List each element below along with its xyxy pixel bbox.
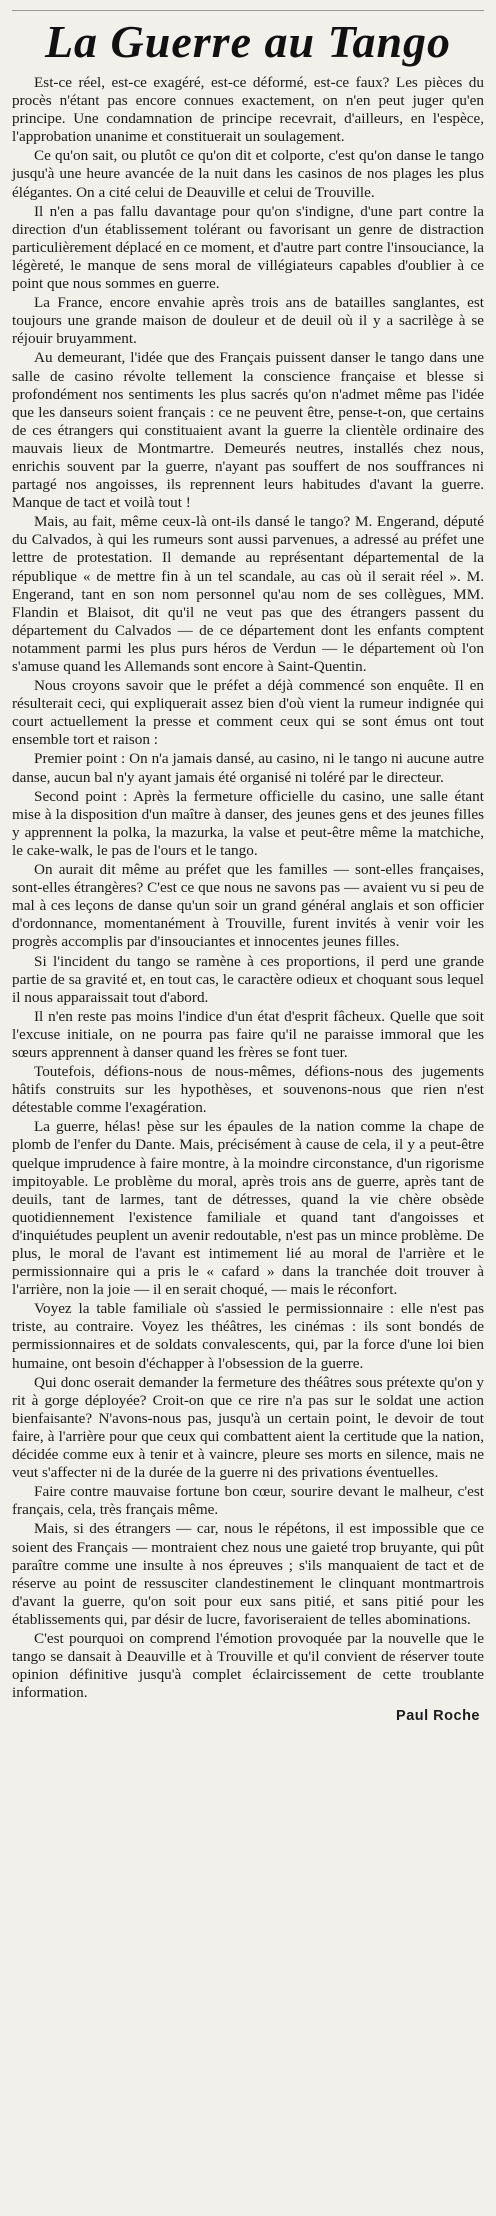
paragraph-8: Premier point : On n'a jamais dansé, au casino, ni le tango ni aucune autre danse, aucun bal n'y ayant jamais été organisé ni toléré par le directeur. xyxy=(12,750,484,786)
paragraph-7: Nous croyons savoir que le préfet a déjà commencé son enquête. Il en résulterait ceci, qui expliquerait assez bien d'où vient la rumeur indignée qui court actuellement la presse et comment ceux qui se sont émus ont tout ensemble tort et raison : xyxy=(12,677,484,749)
paragraph-6: Mais, au fait, même ceux-là ont-ils dansé le tango? M. Engerand, député du Calvados, à qui les rumeurs sont aussi parvenues, a adressé au préfet une lettre de protestation. Il demande au représentant départemental de la république « de mettre fin à un tel scandale, au cas où il serait réel ». M. Engerand, tant en son nom personnel qu'au nom de ses collègues, MM. Flandin et Blaisot, dit qu'il ne veut pas que des étrangers passent du département du Calvados — de ce département dont les enfants comptent notamment parmi les plus purs héros de Verdun — le département où l'on s'amuse quand les Allemands sont encore à Saint-Quentin. xyxy=(12,513,484,675)
paragraph-9: Second point : Après la fermeture officielle du casino, une salle étant mise à la disposition d'un maître à danser, des jeunes gens et des jeunes filles y apprennent la polka, la mazurka, la valse et peut-être même la matchiche, le cake-walk, le pas de l'ours et le tango. xyxy=(12,787,484,859)
paragraph-15: Voyez la table familiale où s'assied le permissionnaire : elle n'est pas triste, au contraire. Voyez les théâtres, les cinémas : ils sont bondés de permissionnaires et de soldats convalescents, qui, par la force d'une loi bien humaine, ont besoin d'échapper à l'obsession de la guerre. xyxy=(12,1300,484,1372)
author-signature: Paul Roche xyxy=(396,1708,480,1725)
paragraph-5: Au demeurant, l'idée que des Français puissent danser le tango dans une salle de casino révolte tellement la conscience française et blesse si profondément nos sentiments les plus sacrés qu'on n'admet même pas l'idée que les danseurs soient français : ce ne peuvent être, pense-t-on, que certains de ces étrangers qui constituaient avant la guerre la clientèle ordinaire des mauvais lieux de Montmartre. Demeurés neutres, installés chez nous, enrichis souvent par la guerre, n'ayant pas souffert de nos souffrances ni partagé nos angoisses, ils reprennent leurs habitudes d'avant la guerre. Manque de tact et voilà tout ! xyxy=(12,349,484,512)
paragraph-12: Il n'en reste pas moins l'indice d'un état d'esprit fâcheux. Quelle que soit l'excuse initiale, on ne pourra pas faire qu'il ne paraisse immoral que les sœurs apprennent à danser quand les frères se font tuer. xyxy=(12,1007,484,1061)
paragraph-16: Qui donc oserait demander la fermeture des théâtres sous prétexte qu'on y rit à gorge déployée? Croit-on que ce rire n'a pas sur le soldat une action bienfaisante? N'avons-nous pas, jusqu'à un certain point, le devoir de tout faire, à l'arrière pour que ceux qui combattent aient la certitude que la nation, décidée comme eux à tenir et à vaincre, pleure ses morts en silence, mais ne veut s'affecter ni de la durée de la guerre ni des privations éventuelles. xyxy=(12,1373,484,1482)
paragraph-1: Est-ce réel, est-ce exagéré, est-ce déformé, est-ce faux? Les pièces du procès n'étant pas encore connues exactement, on n'en peut juger qu'en principe. Une condamnation de principe recevrait, d'ailleurs, en l'espèce, l'approbation unanime et constituerait un soulagement. xyxy=(12,74,484,146)
paragraph-10: On aurait dit même au préfet que les familles — sont-elles françaises, sont-elles étrangères? C'est ce que nous ne savons pas — avaient vu si peu de mal à ces leçons de danse qu'un soir un grand général anglais et son officier d'ordonnance, momentanément à Trouville, furent invités à venir voir les progrès accomplis par d'insouciantes et innocentes jeunes filles. xyxy=(12,861,484,951)
article-body xyxy=(12,74,484,1702)
paragraph-17: Faire contre mauvaise fortune bon cœur, sourire devant le malheur, c'est français, cela, très français même. xyxy=(12,1483,484,1519)
article-title: La Guerre au Tango xyxy=(44,16,452,67)
paragraph-4: La France, encore envahie après trois ans de batailles sanglantes, est toujours une grande maison de douleur et de deuil où il y a sacrilège à se réjouir bruyamment. xyxy=(12,294,484,348)
paragraph-19: C'est pourquoi on comprend l'émotion provoquée par la nouvelle que le tango se dansait à Deauville et à Trouville et qu'il convient de réserver toute opinion définitive jusqu'à complet éclaircissement de cette troublante information. xyxy=(12,1629,484,1702)
paragraph-2: Ce qu'on sait, ou plutôt ce qu'on dit et colporte, c'est qu'on danse le tango jusqu'à une heure avancée de la nuit dans les casinos de nos plages les plus élégantes. On a cité celui de Deauville et celui de Trouville. xyxy=(12,147,484,201)
paragraph-11: Si l'incident du tango se ramène à ces proportions, il perd une grande partie de sa gravité et, en tout cas, le caractère odieux et choquant sous lequel il nous apparaissait tout d'abord. xyxy=(12,952,484,1006)
paragraph-13: Toutefois, défions-nous de nous-mêmes, défions-nous des jugements hâtifs construits sur les hypothèses, et souvenons-nous que rien n'est détestable comme l'exagération. xyxy=(12,1063,484,1117)
top-rule xyxy=(12,10,484,14)
paragraph-14: La guerre, hélas! pèse sur les épaules de la nation comme la chape de plomb de l'enfer du Dante. Mais, précisément à cause de cela, il y a peut-être quelque imprudence à faire montre, à la moindre circonstance, d'un rigorisme impitoyable. Le problème du moral, après trois ans de guerre, après tant de deuils, tant de larmes, tant de détresses, quand la vie chère obsède quotidiennement l'existence familiale et quand tant d'angoisses et d'inquiétudes peuplent un avenir redoutable, n'est pas un mince problème. De plus, le moral de l'avant est intimement lié au moral de l'arrière et le permissionnaire qui a pris le « cafard » dans la tranchée doit trouver à l'arrière, non la joie — il en serait choqué, — mais le réconfort. xyxy=(12,1118,484,1299)
paragraph-3: Il n'en a pas fallu davantage pour qu'on s'indigne, d'une part contre la direction d'un établissement tolérant ou favorisant un genre de distraction particulièrement déplacé en ce moment, et d'autre part contre l'insouciance, la légèreté, le manque de sens moral de villégiateurs capables d'oublier à ce point que nous sommes en guerre. xyxy=(12,202,484,293)
paragraph-18: Mais, si des étrangers — car, nous le répétons, il est impossible que ce soient des Français — montraient chez nous une gaieté trop bruyante, qui pût paraître comme une insulte à nos épreuves ; s'ils manquaient de tact et de réserve au point de ressusciter clandestinement le clinquant montmartrois d'avant la guerre, qu'on soit pour eux sans pitié, et sans pitié pour les établissements qui, par désir de lucre, favoriseraient de telles abominations. xyxy=(12,1520,484,1628)
